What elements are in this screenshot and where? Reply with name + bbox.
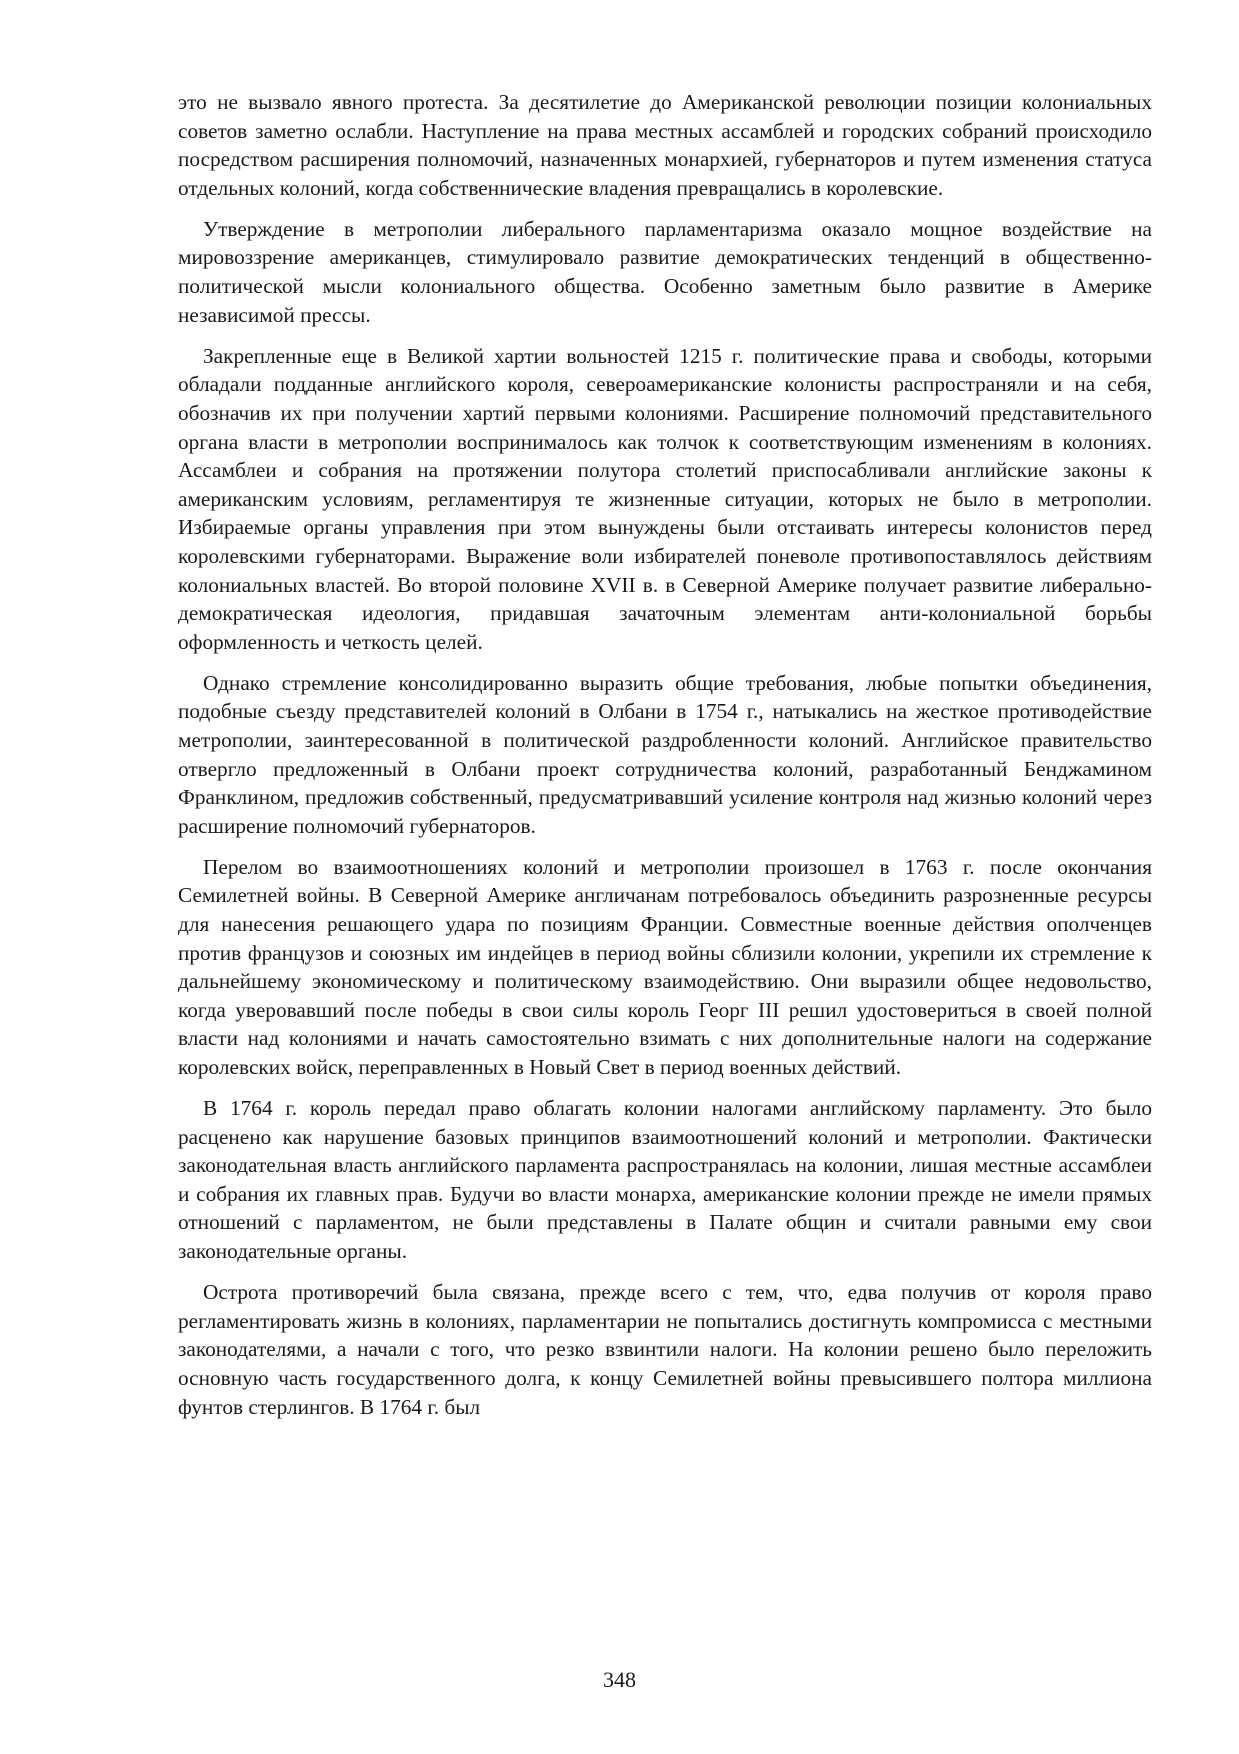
paragraph-1: это не вызвало явного протеста. За десятилетие до Американской революции позиции колониальных советов заметно ослабли. Наступление на права местных ассамблей и городских собраний происходило посредством расширения полномочий, назначенных монархией, губернаторов и путем изменения статуса отдельных колоний, когда собственнические владения превращались в королевские. <box>178 90 1152 200</box>
paragraph-5: Перелом во взаимоотношениях колоний и метрополии произошел в 1763 г. после окончания Семилетней войны. В Северной Америке англичанам потребовалось объединить разрозненные ресурсы для нанесения решающего удара по позициям Франции. Совместные военные действия ополченцев против французов и союзных им индейцев в период войны сблизили колонии, укрепили их стремление к дальнейшему экономическому и политическому взаимодействию. Они выразили общее недовольство, когда уверовавший после победы в свои силы король Георг III решил удостовериться в своей полной власти над колониями и начать самостоятельно взимать с них дополнительные налоги на содержание королевских войск, переправленных в Новый Свет в период военных действий. <box>178 854 1152 1079</box>
paragraph-7: Острота противоречий была связана, прежде всего с тем, что, едва получив от короля право регламентировать жизнь в колониях, парламентарии не попытались достигнуть компромисса с местными законодателями, а начали с того, что резко взвинтили налоги. На колонии решено было переложить основную часть государственного долга, к концу Семилетней войны превысившего полтора миллиона фунтов стерлингов. В 1764 г. был <box>178 1280 1152 1419</box>
paragraph-4: Однако стремление консолидированно выразить общие требования, любые попытки объединения, подобные съезду представителей колоний в Олбани в 1754 г., натыкались на жесткое противодействие метрополии, заинтересованной в политической раздробленности колоний. Английское правительство отвергло предложенный в Олбани проект сотрудничества колоний, разработанный Бенджамином Франклином, предложив собственный, предусматривавший усиление контроля над жизнью колоний через расширение полномочий губернаторов. <box>178 670 1152 838</box>
paragraph-2: Утверждение в метрополии либерального парламентаризма оказало мощное воздействие на мировоззрение американцев, стимулировало развитие демократических тенденций в общественно-политической мысли колониального общества. Особенно заметным было развитие в Америке независимой прессы. <box>178 216 1152 327</box>
document-body <box>178 88 1152 1434</box>
paragraph-6: В 1764 г. король передал право облагать колонии налогами английскому парламенту. Это было расценено как нарушение базовых принципов взаимоотношений колоний и метрополии. Фактически законодательная власть английского парламента распространялась на колонии, лишая местные ассамблеи и собрания их главных прав. Будучи во власти монарха, американские колонии прежде не имели прямых отношений с парламентом, не были представлены в Палате общин и считали равными ему свои законодательные органы. <box>178 1096 1152 1264</box>
paragraph-3: Закрепленные еще в Великой хартии вольностей 1215 г. политические права и свободы, которыми обладали подданные английского короля, североамериканские колонисты распространяли и на себя, обозначив их при получении хартий первыми колониями. Расширение полномочий представительного органа власти в метрополии воспринималось как толчок к соответствующим изменениям в колониях. Ассамблеи и собрания на протяжении полутора столетий приспосабливали английские законы к американским условиям, регламентируя те жизненные ситуации, которых не было в метрополии. Избираемые органы управления при этом вынуждены были отстаивать интересы колонистов перед королевскими губернаторами. Выражение воли избирателей поневоле противопоставлялось действиям колониальных властей. Во второй половине XVII в. в Северной Америке получает развитие либерально-демократическая идеология, придавшая зачаточным элементам анти-колониальной борьбы оформленность и четкость целей. <box>178 343 1152 654</box>
page-number: 348 <box>603 1667 636 1692</box>
